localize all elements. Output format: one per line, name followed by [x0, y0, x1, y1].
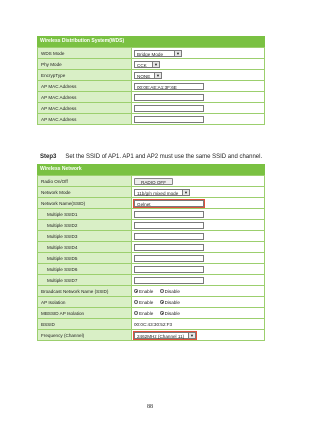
wds-table: [37, 47, 265, 125]
table-row: [38, 48, 265, 59]
radio-onoff-label: Radio On/Off: [38, 176, 132, 187]
wireless-panel-title: Wireless Network: [37, 164, 265, 175]
table-row: [38, 275, 265, 286]
broadcast-enable-label: Enable: [139, 288, 154, 294]
table-row: [38, 187, 265, 198]
table-row: [38, 103, 265, 114]
multiple-ssid3-input[interactable]: [134, 233, 204, 240]
ap-mac-input-4[interactable]: [134, 116, 204, 123]
page-number: 88: [147, 404, 153, 410]
mbssid-isolation-label: MBSSID AP Isolation: [38, 308, 132, 319]
step-label: Step3: [40, 154, 57, 160]
ap-isolation-label: AP Isolation: [38, 297, 132, 308]
table-row: [38, 92, 265, 103]
table-row: [38, 264, 265, 275]
multiple-ssid2-input[interactable]: [134, 222, 204, 229]
table-row: [38, 114, 265, 125]
chevron-down-icon: ▼: [182, 190, 189, 195]
chevron-down-icon: ▼: [188, 333, 195, 338]
table-row: [38, 209, 265, 220]
bssid-label: BSSID: [38, 319, 132, 330]
mbssid-disable-radio[interactable]: [160, 311, 164, 315]
ap-isolation-enable-radio[interactable]: [134, 300, 138, 304]
ssid-input[interactable]: Gelnet: [134, 200, 204, 207]
network-name-label: Network Name(SSID): [38, 198, 132, 209]
wds-mode-label: WDS Mode: [38, 48, 132, 59]
ap-isolation-disable-label: Disable: [164, 299, 180, 305]
multiple-ssid2-label: Multiple SSID2: [38, 220, 132, 231]
multiple-ssid6-label: Multiple SSID6: [38, 264, 132, 275]
bssid-value: 00:0C:43:30:52:F3: [132, 319, 265, 330]
wds-panel: [37, 36, 265, 125]
table-row: [38, 308, 265, 319]
multiple-ssid6-input[interactable]: [134, 266, 204, 273]
network-mode-select[interactable]: [134, 189, 190, 196]
ap-isolation-enable-label: Enable: [139, 299, 154, 305]
wireless-table: [37, 175, 265, 341]
frequency-select[interactable]: [134, 332, 196, 339]
ap-mac-label-2: AP MAC Address: [38, 92, 132, 103]
broadcast-enable-radio[interactable]: [134, 289, 138, 293]
ap-mac-label-3: AP MAC Address: [38, 103, 132, 114]
table-row: [38, 70, 265, 81]
wds-panel-title: Wireless Distribution System(WDS): [37, 36, 265, 47]
multiple-ssid5-input[interactable]: [134, 255, 204, 262]
broadcast-ssid-label: Broadcast Network Name (SSID): [38, 286, 132, 297]
multiple-ssid7-label: Multiple SSID7: [38, 275, 132, 286]
table-row: [38, 81, 265, 92]
table-row: [38, 220, 265, 231]
ap-mac-input-2[interactable]: [134, 94, 204, 101]
wds-mode-value: Bridge Mode: [137, 51, 164, 57]
table-row: [38, 59, 265, 70]
phy-mode-value: CCK: [137, 62, 147, 68]
step-text: Set the SSID of AP1. AP1 and AP2 must use the same SSID and channel.: [65, 154, 263, 160]
multiple-ssid4-label: Multiple SSID4: [38, 242, 132, 253]
chevron-down-icon: ▼: [174, 51, 181, 56]
chevron-down-icon: ▼: [152, 62, 159, 67]
wds-mode-select[interactable]: [134, 50, 182, 57]
encryp-type-label: EncrypType: [38, 70, 132, 81]
frequency-label: Frequency (Channel): [38, 330, 132, 341]
multiple-ssid3-label: Multiple SSID3: [38, 231, 132, 242]
table-row: [38, 286, 265, 297]
phy-mode-label: Phy Mode: [38, 59, 132, 70]
ap-mac-input-1[interactable]: 00:0E:AE:A1:3F:6E: [134, 83, 204, 90]
ap-isolation-disable-radio[interactable]: [160, 300, 164, 304]
frequency-value: 2462MHz (Channel 11): [137, 333, 185, 339]
ap-mac-label-4: AP MAC Address: [38, 114, 132, 125]
network-mode-label: Network Mode: [38, 187, 132, 198]
table-row: [38, 253, 265, 264]
table-row: [38, 198, 265, 209]
multiple-ssid1-input[interactable]: [134, 211, 204, 218]
step-instruction: [40, 154, 262, 160]
chevron-down-icon: ▼: [154, 73, 161, 78]
phy-mode-select[interactable]: [134, 61, 160, 68]
encryp-type-value: NONE: [137, 73, 151, 79]
table-row: [38, 176, 265, 187]
network-mode-value: 11b/g/n mixed mode: [137, 190, 179, 196]
multiple-ssid1-label: Multiple SSID1: [38, 209, 132, 220]
mbssid-enable-label: Enable: [139, 310, 154, 316]
wireless-network-panel: [37, 164, 265, 341]
broadcast-disable-label: Disable: [164, 288, 180, 294]
broadcast-disable-radio[interactable]: [160, 289, 164, 293]
mbssid-enable-radio[interactable]: [134, 311, 138, 315]
table-row: [38, 242, 265, 253]
table-row: [38, 231, 265, 242]
encryp-type-select[interactable]: [134, 72, 162, 79]
multiple-ssid7-input[interactable]: [134, 277, 204, 284]
ap-mac-input-3[interactable]: [134, 105, 204, 112]
mbssid-disable-label: Disable: [164, 310, 180, 316]
table-row: [38, 319, 265, 330]
table-row: [38, 330, 265, 341]
multiple-ssid5-label: Multiple SSID5: [38, 253, 132, 264]
table-row: [38, 297, 265, 308]
radio-off-button[interactable]: RADIO OFF: [134, 178, 173, 185]
multiple-ssid4-input[interactable]: [134, 244, 204, 251]
ap-mac-label-1: AP MAC Address: [38, 81, 132, 92]
